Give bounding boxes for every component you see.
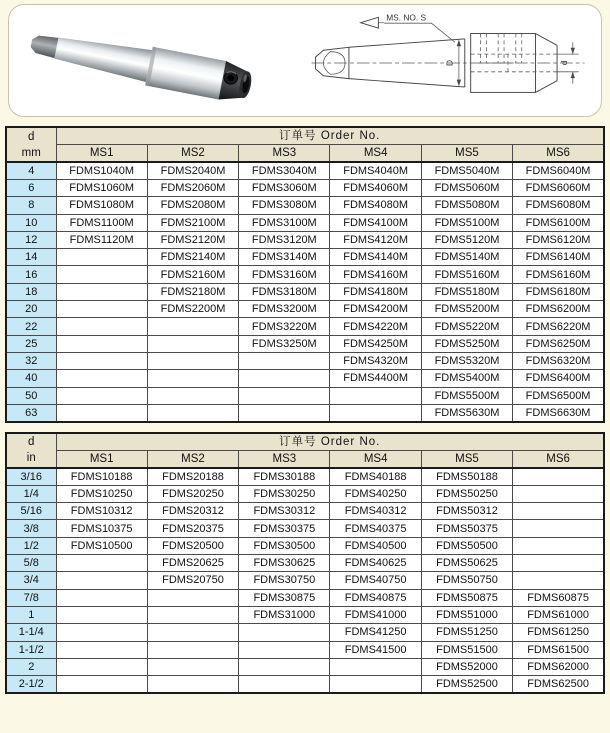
- order-number-cell-empty: [56, 658, 147, 675]
- size-value-cell: 40: [6, 370, 56, 387]
- dim-label-D: D: [444, 59, 455, 66]
- table-row: [6, 589, 604, 606]
- order-number-cell-empty: [147, 352, 238, 369]
- order-number-cell: FDMS3250M: [239, 335, 330, 352]
- order-number-cell: FDMS6180M: [513, 283, 604, 300]
- order-number-cell: FDMS5160M: [421, 266, 512, 283]
- table-row: [6, 387, 604, 404]
- table-row: [6, 352, 604, 369]
- ms-columns-row: [6, 450, 604, 468]
- order-number-cell: FDMS2200M: [147, 301, 238, 318]
- order-number-cell: FDMS40312: [330, 503, 421, 520]
- order-number-cell-empty: [147, 404, 238, 422]
- order-number-cell-empty: [147, 335, 238, 352]
- order-number-cell: FDMS20312: [147, 503, 238, 520]
- order-number-cell-empty: [56, 606, 147, 623]
- order-number-cell: FDMS2100M: [147, 214, 238, 231]
- order-number-cell: FDMS6120M: [513, 231, 604, 248]
- table-row: [6, 197, 604, 214]
- order-number-cell: FDMS20250: [147, 485, 238, 502]
- order-number-cell: FDMS52500: [421, 676, 512, 694]
- order-number-cell: FDMS1100M: [56, 214, 147, 231]
- size-value-cell: 22: [6, 318, 56, 335]
- order-number-cell: FDMS51500: [421, 641, 512, 658]
- order-number-cell: FDMS10250: [56, 485, 147, 502]
- order-table-in-body: [6, 468, 604, 693]
- order-number-cell-empty: [147, 658, 238, 675]
- size-value-cell: 14: [6, 249, 56, 266]
- order-number-cell-empty: [56, 387, 147, 404]
- order-number-cell-empty: [513, 520, 604, 537]
- table-row: [6, 624, 604, 641]
- order-number-cell: FDMS50250: [421, 485, 512, 502]
- order-number-cell: FDMS62000: [513, 658, 604, 675]
- order-number-cell: FDMS4140M: [330, 249, 421, 266]
- order-number-cell: FDMS5040M: [421, 162, 512, 180]
- order-number-cell: FDMS3200M: [239, 301, 330, 318]
- order-number-cell: FDMS3180M: [239, 283, 330, 300]
- order-number-cell: FDMS60875: [513, 589, 604, 606]
- order-number-cell-empty: [239, 624, 330, 641]
- order-number-cell-empty: [239, 387, 330, 404]
- order-number-cell-empty: [239, 370, 330, 387]
- order-number-cell: FDMS5100M: [421, 214, 512, 231]
- order-number-cell: FDMS50312: [421, 503, 512, 520]
- order-number-cell: FDMS30188: [239, 468, 330, 486]
- column-header-ms6: MS6: [513, 145, 604, 163]
- order-number-cell-empty: [513, 572, 604, 589]
- order-number-cell: FDMS50625: [421, 555, 512, 572]
- order-number-cell: FDMS5500M: [421, 387, 512, 404]
- size-value-cell: 1-1/2: [6, 641, 56, 658]
- order-number-cell: FDMS2080M: [147, 197, 238, 214]
- size-value-cell: 50: [6, 387, 56, 404]
- order-number-cell: FDMS1060M: [56, 180, 147, 197]
- size-value-cell: 1-1/4: [6, 624, 56, 641]
- order-number-cell: FDMS10375: [56, 520, 147, 537]
- order-number-cell: FDMS10500: [56, 537, 147, 554]
- order-number-cell-empty: [147, 589, 238, 606]
- order-number-cell: FDMS40250: [330, 485, 421, 502]
- order-number-cell: FDMS1120M: [56, 231, 147, 248]
- table-row: [6, 249, 604, 266]
- order-number-cell: FDMS6320M: [513, 352, 604, 369]
- order-number-cell: FDMS5220M: [421, 318, 512, 335]
- order-number-cell: FDMS5630M: [421, 404, 512, 422]
- table-row: [6, 606, 604, 623]
- table-row: [6, 641, 604, 658]
- order-number-cell: FDMS41250: [330, 624, 421, 641]
- size-value-cell: 3/8: [6, 520, 56, 537]
- column-header-ms3: MS3: [239, 145, 330, 163]
- order-number-cell: FDMS3220M: [239, 318, 330, 335]
- photo-body: [145, 46, 226, 99]
- table-row: [6, 180, 604, 197]
- order-number-cell: FDMS2040M: [147, 162, 238, 180]
- order-number-cell: FDMS30250: [239, 485, 330, 502]
- column-header-ms6: MS6: [513, 450, 604, 468]
- order-number-cell-empty: [513, 537, 604, 554]
- order-number-cell: FDMS4120M: [330, 231, 421, 248]
- order-number-cell: FDMS5400M: [421, 370, 512, 387]
- order-number-cell-empty: [239, 641, 330, 658]
- size-value-cell: 8: [6, 197, 56, 214]
- order-number-cell: FDMS10188: [56, 468, 147, 486]
- order-number-cell-empty: [239, 352, 330, 369]
- order-number-cell: FDMS5060M: [421, 180, 512, 197]
- size-value-cell: 63: [6, 404, 56, 422]
- table-row: [6, 231, 604, 248]
- size-value-cell: 7/8: [6, 589, 56, 606]
- size-value-cell: 4: [6, 162, 56, 180]
- table-row: [6, 318, 604, 335]
- order-number-cell-empty: [56, 404, 147, 422]
- size-value-cell: 18: [6, 283, 56, 300]
- table-row: [6, 162, 604, 180]
- order-number-cell: FDMS30625: [239, 555, 330, 572]
- table-row: [6, 335, 604, 352]
- size-symbol: d: [28, 130, 35, 143]
- order-number-cell: FDMS50500: [421, 537, 512, 554]
- table-row: [6, 301, 604, 318]
- order-number-cell: FDMS52000: [421, 658, 512, 675]
- order-no-header: 订单号 Order No.: [56, 127, 604, 145]
- order-number-cell: FDMS30875: [239, 589, 330, 606]
- column-header-ms4: MS4: [330, 450, 421, 468]
- column-header-ms5: MS5: [421, 450, 512, 468]
- order-number-cell: FDMS1080M: [56, 197, 147, 214]
- order-number-cell: FDMS20375: [147, 520, 238, 537]
- order-number-cell: FDMS3060M: [239, 180, 330, 197]
- column-header-ms5: MS5: [421, 145, 512, 163]
- order-number-cell: FDMS40875: [330, 589, 421, 606]
- order-number-cell: FDMS4160M: [330, 266, 421, 283]
- column-header-ms2: MS2: [147, 450, 238, 468]
- order-number-cell-empty: [147, 387, 238, 404]
- photo-tang: [29, 33, 58, 58]
- order-number-cell: FDMS6400M: [513, 370, 604, 387]
- order-number-cell: FDMS40750: [330, 572, 421, 589]
- column-header-ms1: MS1: [56, 145, 147, 163]
- order-number-cell-empty: [56, 589, 147, 606]
- column-header-ms3: MS3: [239, 450, 330, 468]
- table-row: [6, 214, 604, 231]
- technical-drawing: [304, 7, 602, 115]
- table-row: [6, 283, 604, 300]
- order-number-cell: FDMS6160M: [513, 266, 604, 283]
- order-number-cell: FDMS41500: [330, 641, 421, 658]
- table-row: [6, 468, 604, 486]
- order-number-cell: FDMS6220M: [513, 318, 604, 335]
- order-number-cell: FDMS40625: [330, 555, 421, 572]
- size-unit: mm: [21, 146, 41, 159]
- order-number-cell-empty: [56, 335, 147, 352]
- size-value-cell: 5/8: [6, 555, 56, 572]
- order-number-cell-empty: [147, 318, 238, 335]
- order-number-cell: FDMS2180M: [147, 283, 238, 300]
- order-number-cell: FDMS50750: [421, 572, 512, 589]
- order-number-cell: FDMS4250M: [330, 335, 421, 352]
- order-number-cell-empty: [56, 249, 147, 266]
- size-symbol: d: [28, 436, 35, 449]
- order-number-cell: FDMS2160M: [147, 266, 238, 283]
- order-number-cell: FDMS30750: [239, 572, 330, 589]
- table-row: [6, 266, 604, 283]
- order-number-cell: FDMS5080M: [421, 197, 512, 214]
- order-number-cell: FDMS51000: [421, 606, 512, 623]
- order-number-cell-empty: [513, 485, 604, 502]
- order-number-cell-empty: [147, 370, 238, 387]
- order-header-row: [6, 127, 604, 145]
- order-number-cell: FDMS6100M: [513, 214, 604, 231]
- order-number-cell: FDMS61500: [513, 641, 604, 658]
- order-number-cell: FDMS4220M: [330, 318, 421, 335]
- order-number-cell: FDMS3080M: [239, 197, 330, 214]
- size-value-cell: 16: [6, 266, 56, 283]
- order-number-cell: FDMS4080M: [330, 197, 421, 214]
- size-value-cell: 12: [6, 231, 56, 248]
- order-number-cell-empty: [56, 283, 147, 300]
- order-number-cell: FDMS20500: [147, 537, 238, 554]
- order-number-cell-empty: [147, 676, 238, 694]
- order-number-cell-empty: [147, 606, 238, 623]
- order-number-cell: FDMS4180M: [330, 283, 421, 300]
- order-table-mm: [5, 126, 605, 423]
- order-number-cell: FDMS50188: [421, 468, 512, 486]
- table-row: [6, 658, 604, 675]
- order-number-cell: FDMS30312: [239, 503, 330, 520]
- order-number-cell: FDMS3120M: [239, 231, 330, 248]
- table-row: [6, 370, 604, 387]
- size-value-cell: 3/4: [6, 572, 56, 589]
- order-number-cell-empty: [239, 658, 330, 675]
- size-value-cell: 1: [6, 606, 56, 623]
- size-value-cell: 25: [6, 335, 56, 352]
- order-number-cell: FDMS6500M: [513, 387, 604, 404]
- order-number-cell-empty: [147, 641, 238, 658]
- taper-number-label: MS. NO. S: [386, 12, 427, 23]
- product-image-panel: [8, 4, 602, 117]
- size-value-cell: 2: [6, 658, 56, 675]
- size-value-cell: 1/4: [6, 485, 56, 502]
- table-row: [6, 555, 604, 572]
- order-number-cell-empty: [513, 468, 604, 486]
- order-number-cell: FDMS4320M: [330, 352, 421, 369]
- order-number-cell-empty: [330, 658, 421, 675]
- order-number-cell: FDMS40188: [330, 468, 421, 486]
- order-number-cell: FDMS4200M: [330, 301, 421, 318]
- order-no-header: 订单号 Order No.: [56, 433, 604, 451]
- order-number-cell: FDMS5200M: [421, 301, 512, 318]
- order-number-cell: FDMS6200M: [513, 301, 604, 318]
- order-number-cell: FDMS6060M: [513, 180, 604, 197]
- dim-label-d: d: [558, 60, 569, 65]
- order-number-cell: FDMS20750: [147, 572, 238, 589]
- order-number-cell: FDMS2120M: [147, 231, 238, 248]
- order-number-cell-empty: [513, 503, 604, 520]
- order-number-cell-empty: [56, 370, 147, 387]
- table-row: [6, 404, 604, 422]
- column-header-ms2: MS2: [147, 145, 238, 163]
- product-photo: [9, 7, 304, 115]
- order-number-cell: FDMS50875: [421, 589, 512, 606]
- order-table-in: [5, 432, 605, 694]
- order-number-cell-empty: [239, 676, 330, 694]
- size-value-cell: 20: [6, 301, 56, 318]
- order-number-cell: FDMS1040M: [56, 162, 147, 180]
- order-number-cell-empty: [56, 352, 147, 369]
- table-row: [6, 676, 604, 694]
- size-column-header-mm: [6, 127, 56, 162]
- tool-holder-photo-group: [28, 23, 255, 104]
- table-row: [6, 572, 604, 589]
- order-number-cell: FDMS62500: [513, 676, 604, 694]
- order-number-cell: FDMS3100M: [239, 214, 330, 231]
- order-number-cell: FDMS6040M: [513, 162, 604, 180]
- order-number-cell: FDMS4400M: [330, 370, 421, 387]
- order-number-cell: FDMS5180M: [421, 283, 512, 300]
- order-number-cell: FDMS61000: [513, 606, 604, 623]
- order-number-cell: FDMS2140M: [147, 249, 238, 266]
- photo-taper-shank: [53, 32, 152, 82]
- order-number-cell-empty: [330, 676, 421, 694]
- order-number-cell: FDMS41000: [330, 606, 421, 623]
- size-unit: in: [26, 452, 36, 465]
- order-number-cell: FDMS30375: [239, 520, 330, 537]
- table-row: [6, 537, 604, 554]
- column-header-ms1: MS1: [56, 450, 147, 468]
- size-value-cell: 1/2: [6, 537, 56, 554]
- order-number-cell: FDMS51250: [421, 624, 512, 641]
- table-row: [6, 503, 604, 520]
- order-number-cell-empty: [147, 624, 238, 641]
- ms-columns-row: [6, 145, 604, 163]
- order-number-cell: FDMS4040M: [330, 162, 421, 180]
- table-row: [6, 485, 604, 502]
- order-number-cell-empty: [56, 572, 147, 589]
- order-number-cell: FDMS6140M: [513, 249, 604, 266]
- order-number-cell: FDMS4100M: [330, 214, 421, 231]
- order-number-cell: FDMS5140M: [421, 249, 512, 266]
- order-number-cell-empty: [56, 266, 147, 283]
- order-number-cell: FDMS5320M: [421, 352, 512, 369]
- order-number-cell-empty: [239, 404, 330, 422]
- order-number-cell: FDMS10312: [56, 503, 147, 520]
- order-number-cell-empty: [56, 676, 147, 694]
- order-number-cell: FDMS20188: [147, 468, 238, 486]
- order-number-cell: FDMS5120M: [421, 231, 512, 248]
- order-number-cell-empty: [330, 387, 421, 404]
- size-value-cell: 6: [6, 180, 56, 197]
- order-number-cell: FDMS20625: [147, 555, 238, 572]
- order-number-cell: FDMS2060M: [147, 180, 238, 197]
- order-number-cell: FDMS6080M: [513, 197, 604, 214]
- order-number-cell: FDMS31000: [239, 606, 330, 623]
- order-number-cell-empty: [56, 318, 147, 335]
- order-table-mm-body: [6, 162, 604, 422]
- size-value-cell: 32: [6, 352, 56, 369]
- order-number-cell: FDMS50375: [421, 520, 512, 537]
- order-number-cell-empty: [330, 404, 421, 422]
- table-row: [6, 520, 604, 537]
- order-number-cell-empty: [56, 301, 147, 318]
- taper-symbol-icon: [361, 17, 379, 28]
- column-header-ms4: MS4: [330, 145, 421, 163]
- order-number-cell-empty: [56, 555, 147, 572]
- order-number-cell: FDMS40500: [330, 537, 421, 554]
- order-number-cell: FDMS40375: [330, 520, 421, 537]
- size-value-cell: 5/16: [6, 503, 56, 520]
- order-header-row: [6, 433, 604, 451]
- order-number-cell-empty: [513, 555, 604, 572]
- size-value-cell: 2-1/2: [6, 676, 56, 694]
- order-number-cell: FDMS61250: [513, 624, 604, 641]
- order-number-cell: FDMS3160M: [239, 266, 330, 283]
- order-number-cell: FDMS3040M: [239, 162, 330, 180]
- size-column-header-in: [6, 433, 56, 468]
- order-number-cell: FDMS4060M: [330, 180, 421, 197]
- order-number-cell: FDMS30500: [239, 537, 330, 554]
- size-value-cell: 10: [6, 214, 56, 231]
- order-number-cell-empty: [56, 624, 147, 641]
- order-number-cell-empty: [56, 641, 147, 658]
- order-number-cell: FDMS6630M: [513, 404, 604, 422]
- size-value-cell: 3/16: [6, 468, 56, 486]
- order-number-cell: FDMS6250M: [513, 335, 604, 352]
- order-number-cell: FDMS5250M: [421, 335, 512, 352]
- order-number-cell: FDMS3140M: [239, 249, 330, 266]
